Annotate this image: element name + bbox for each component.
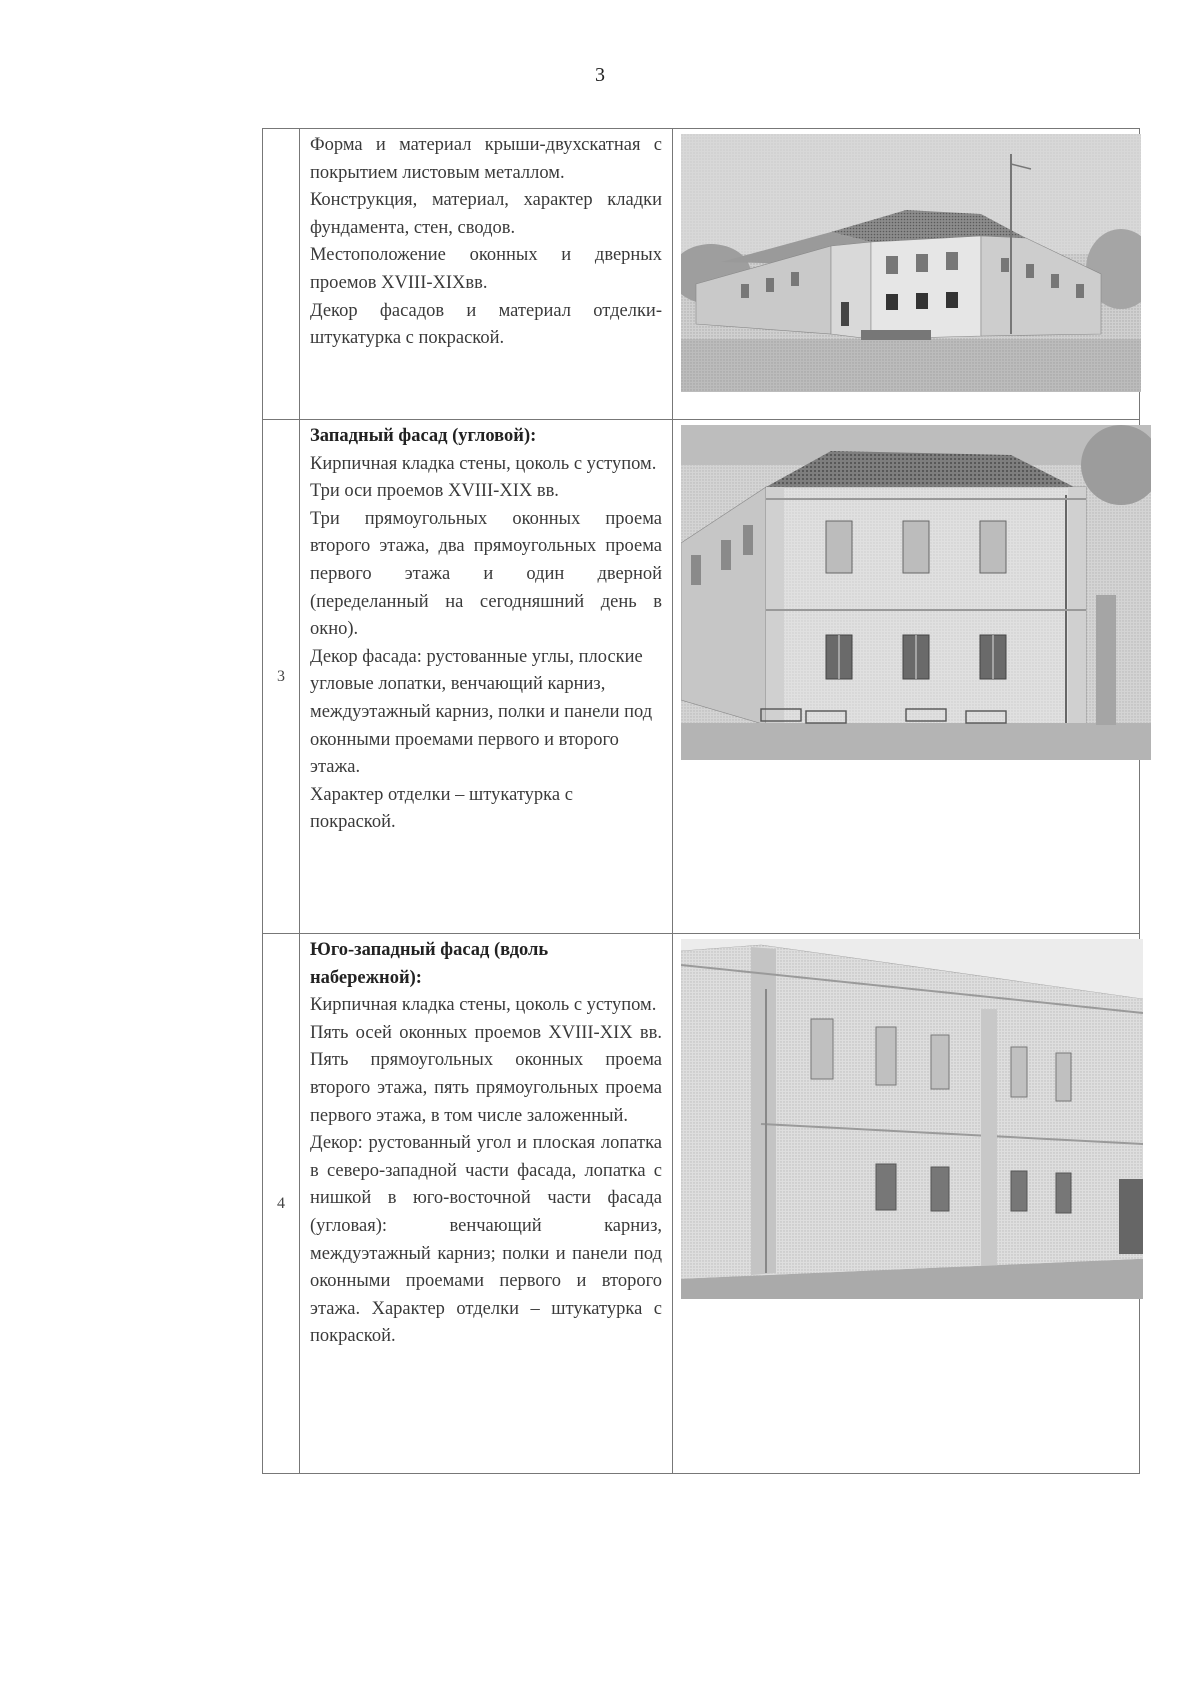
description-paragraph: Три оси проемов XVIII-XIX вв. xyxy=(310,481,559,502)
description-paragraph: Местоположение оконных и дверных проемов XVIII-XIXвв. xyxy=(310,245,662,293)
row-number-cell: 4 xyxy=(263,934,300,1474)
table-row xyxy=(263,934,1140,1474)
west-facade-photo xyxy=(681,425,1151,760)
description-paragraph: Три прямоугольных оконных проема второго этажа, два прямоугольных проема первого этажа и один дверной (переделанный на сегодняшний день в окно). xyxy=(310,508,662,640)
description-paragraph: Декор фасадов и материал отделки-штукатурка с покраской. xyxy=(310,300,662,349)
southwest-facade-photo xyxy=(681,939,1143,1299)
description-paragraph: Кирпичная кладка стены, цоколь с уступом. xyxy=(310,453,657,474)
description-cell xyxy=(300,129,673,420)
description-paragraph: Декор: рустованный угол и плоская лопатка в северо-западной части фасада, лопатка с нишкой в юго-восточной части фасада (угловая): венчающий карниз, междуэтажный карниз; полки и панели под оконными проемами первого и второго этажа. Характер отделки – штукатурка с покраской. xyxy=(310,1133,662,1347)
description-paragraph: Кирпичная кладка стены, цоколь с уступом. xyxy=(310,995,657,1016)
description-paragraph: Пять осей оконных проемов XVIII-XIX вв. Пять прямоугольных оконных проема второго этажа, пять прямоугольных проема первого этажа, в том числе заложенный. xyxy=(310,1022,662,1126)
description-cell xyxy=(300,420,673,934)
description-paragraph: Декор фасада: рустованные углы, плоские угловые лопатки, венчающий карниз, междуэтажный карниз, полки и панели под оконными проемами первого и второго этажа. xyxy=(310,646,653,778)
photo-cell xyxy=(673,934,1140,1474)
description-cell xyxy=(300,934,673,1474)
table-row xyxy=(263,420,1140,934)
description-paragraph: Конструкция, материал, характер кладки фундамента, стен, сводов. xyxy=(310,190,662,238)
description-paragraph: Форма и материал крыши-двухскатная с покрытием листовым металлом. xyxy=(310,135,662,183)
table-row xyxy=(263,129,1140,420)
facade-heading: Юго-западный фасад (вдоль набережной): xyxy=(310,940,549,988)
description-paragraph: Характер отделки – штукатурка с покраской. xyxy=(310,784,573,833)
facade-heading: Западный фасад (угловой): xyxy=(310,426,537,446)
row-number-cell xyxy=(263,129,300,420)
page-number: 3 xyxy=(595,64,605,86)
row-number-cell: 3 xyxy=(263,420,300,934)
photo-cell xyxy=(673,129,1140,420)
photo-cell xyxy=(673,420,1140,934)
facade-survey-table xyxy=(262,128,1140,1474)
building-corner-photo xyxy=(681,134,1141,392)
